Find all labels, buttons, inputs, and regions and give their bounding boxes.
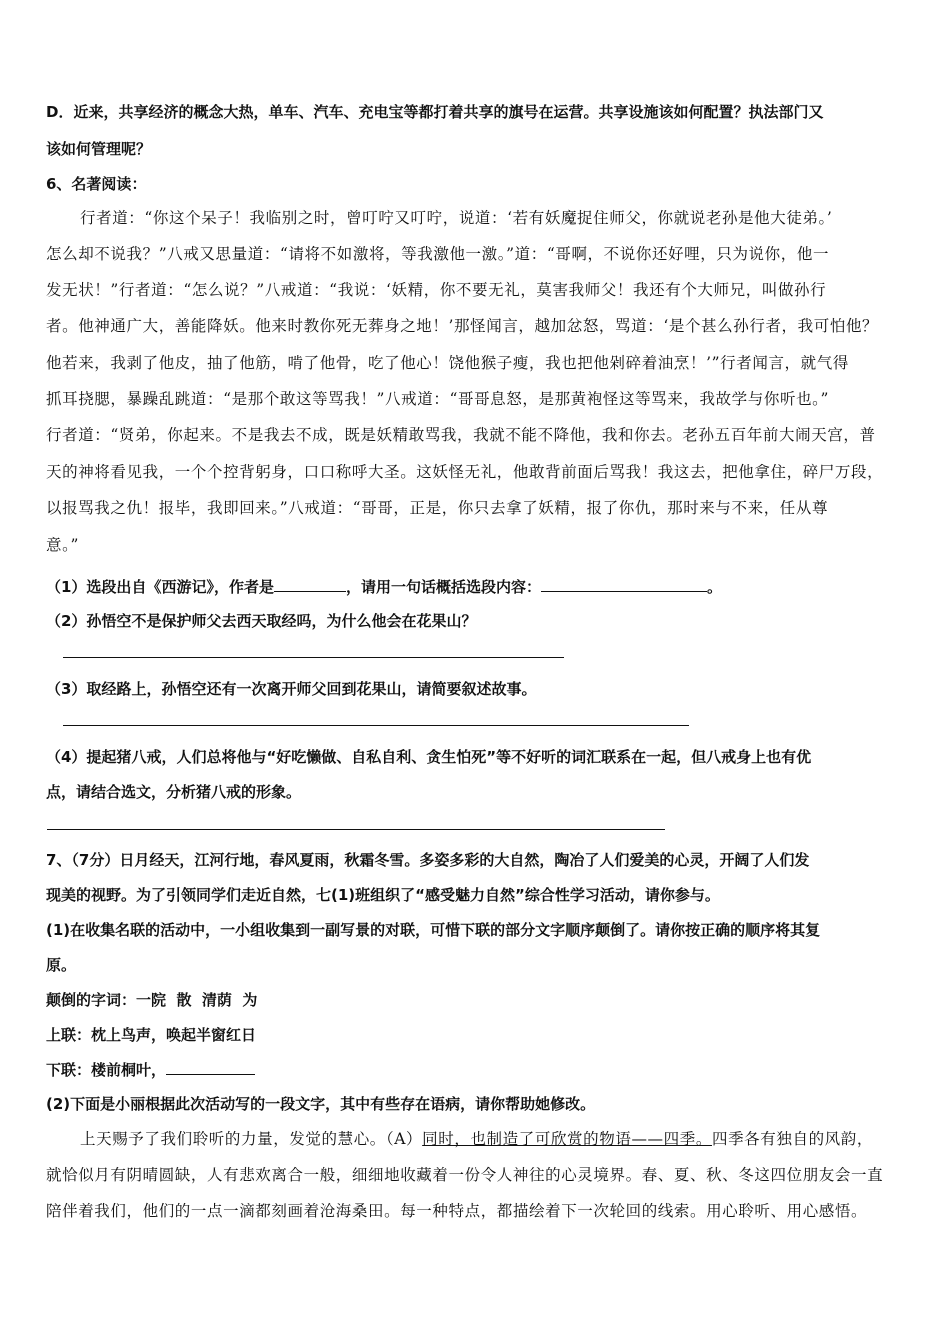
question-7-line-2: 现美的视野。为了引领同学们走近自然，七(1)班组织了“感受魅力自然”综合性学习活动，请你参与。 xyxy=(46,886,720,904)
option-d-text: ．近来，共享经济的概念大热，单车、汽车、充电宝等都打着共享的旗号在运营。共享设施该如何配置？执法部门又 xyxy=(58,103,824,121)
passage-line: 以报骂我之仇！报毕，我即回来。”八戒道：“哥哥，正是，你只去拿了妖精，报了你仇，那时来与不来，任从尊 xyxy=(46,499,829,517)
paragraph-line-1 xyxy=(80,1128,873,1150)
author-answer-blank[interactable] xyxy=(274,575,346,592)
marker-a: （A） xyxy=(385,1130,423,1148)
question-6-title: 6、名著阅读： xyxy=(46,175,147,193)
question-6-1 xyxy=(46,575,722,598)
passage-line: 抓耳挠腮，暴躁乱跳道：“是那个敢这等骂我！”八戒道：“哥哥息怒，是那黄袍怪这等骂来，我故学与你听也。” xyxy=(46,390,830,408)
question-6-3-answer-line[interactable] xyxy=(63,725,689,726)
upper-couplet: 上联：枕上鸟声，唤起半窗红日 xyxy=(46,1026,257,1044)
jumbled-words: 颠倒的字词：一院 散 清荫 为 xyxy=(46,991,258,1009)
sentence-b: 四季各有独自的风韵， xyxy=(711,1130,873,1148)
passage-line: 天的神将看见我，一个个控背躬身，口口称呼大圣。这妖怪无礼，他敢背前面后骂我！我这去，把他拿住，碎尸万段， xyxy=(46,463,884,481)
option-d-label: D xyxy=(46,103,59,121)
underlined-sentence: 同时，也制造了可欣赏的物语——四季。 xyxy=(422,1130,712,1148)
passage-line: 意。” xyxy=(46,536,79,554)
summary-answer-blank[interactable] xyxy=(541,575,707,592)
passage-line: 行者道：“贤弟，你起来。不是我去不成，既是妖精敢骂我，我就不能不降他，我和你去。老孙五百年前大闹天宫，普 xyxy=(46,426,876,444)
question-6-1-text-a: （1）选段出自《西游记》，作者是 xyxy=(46,578,274,596)
paragraph-line-2: 就恰似月有阴晴圆缺，人有悲欢离合一般，细细地收藏着一份令人神往的心灵境界。春、夏、秋、冬这四位朋友会一直 xyxy=(46,1166,884,1184)
sentence-a: 上天赐予了我们聆听的力量，发觉的慧心。 xyxy=(80,1130,386,1148)
question-6-1-text-c: 。 xyxy=(706,578,722,596)
lower-couplet-answer-blank[interactable] xyxy=(166,1058,255,1075)
question-6-4-answer-line[interactable] xyxy=(47,829,665,830)
lower-couplet xyxy=(46,1058,255,1081)
passage-line: 发无状！”行者道：“怎么说？”八戒道：“我说：‘妖精，你不要无礼，莫害我师父！我还有个大师兄，叫做孙行 xyxy=(46,281,827,299)
passage-line: 者。他神通广大，善能降妖。他来时教你死无葬身之地！’那怪闻言，越加忿怒，骂道：‘是个甚么孙行者，我可怕他？ xyxy=(46,317,879,335)
question-6-1-text-b: ，请用一句话概括选段内容： xyxy=(345,578,541,596)
question-7-1-line-2: 原。 xyxy=(46,956,77,974)
lower-couplet-text: 下联：楼前桐叶， xyxy=(46,1061,167,1079)
question-6-4-line-1: （4）提起猪八戒，人们总将他与“好吃懒做、自私自利、贪生怕死”等不好听的词汇联系在一起，但八戒身上也有优 xyxy=(46,748,812,766)
paragraph-line-3: 陪伴着我们，他们的一点一滴都刻画着沧海桑田。每一种特点，都描绘着下一次轮回的线索。用心聆听、用心感悟。 xyxy=(46,1202,868,1220)
question-7-2: (2)下面是小丽根据此次活动写的一段文字，其中有些存在语病，请你帮助她修改。 xyxy=(46,1095,596,1113)
passage-line: 他若来，我剥了他皮，抽了他筋，啃了他骨，吃了他心！饶他猴子瘦，我也把他剁碎着油烹！’”行者闻言，就气得 xyxy=(46,354,849,372)
question-7-line-1: 7、（7分）日月经天，江河行地，春风夏雨，秋霜冬雪。多姿多彩的大自然，陶冶了人们爱美的心灵，开阔了人们发 xyxy=(46,851,810,869)
question-6-4-line-2: 点，请结合选文，分析猪八戒的形象。 xyxy=(46,783,302,801)
option-d-line-1 xyxy=(46,101,823,123)
question-6-3: （3）取经路上，孙悟空还有一次离开师父回到花果山，请简要叙述故事。 xyxy=(46,680,537,698)
passage-line: 行者道：“你这个呆子！我临别之时，曾叮咛又叮咛，说道：‘若有妖魔捉住师父，你就说老孙是他大徒弟。’ xyxy=(80,209,833,227)
question-7-1-line-1: (1)在收集名联的活动中，一小组收集到一副写景的对联，可惜下联的部分文字顺序颠倒了。请你按正确的顺序将其复 xyxy=(46,921,821,939)
passage-line: 怎么却不说我？”八戒又思量道：“请将不如激将，等我激他一激。”道：“哥啊，不说你还好哩，只为说你，他一 xyxy=(46,245,830,263)
question-6-2: （2）孙悟空不是保护师父去西天取经吗，为什么他会在花果山？ xyxy=(46,612,477,630)
option-d-line-2: 该如何管理呢？ xyxy=(46,140,152,158)
question-6-2-answer-line[interactable] xyxy=(63,657,564,658)
